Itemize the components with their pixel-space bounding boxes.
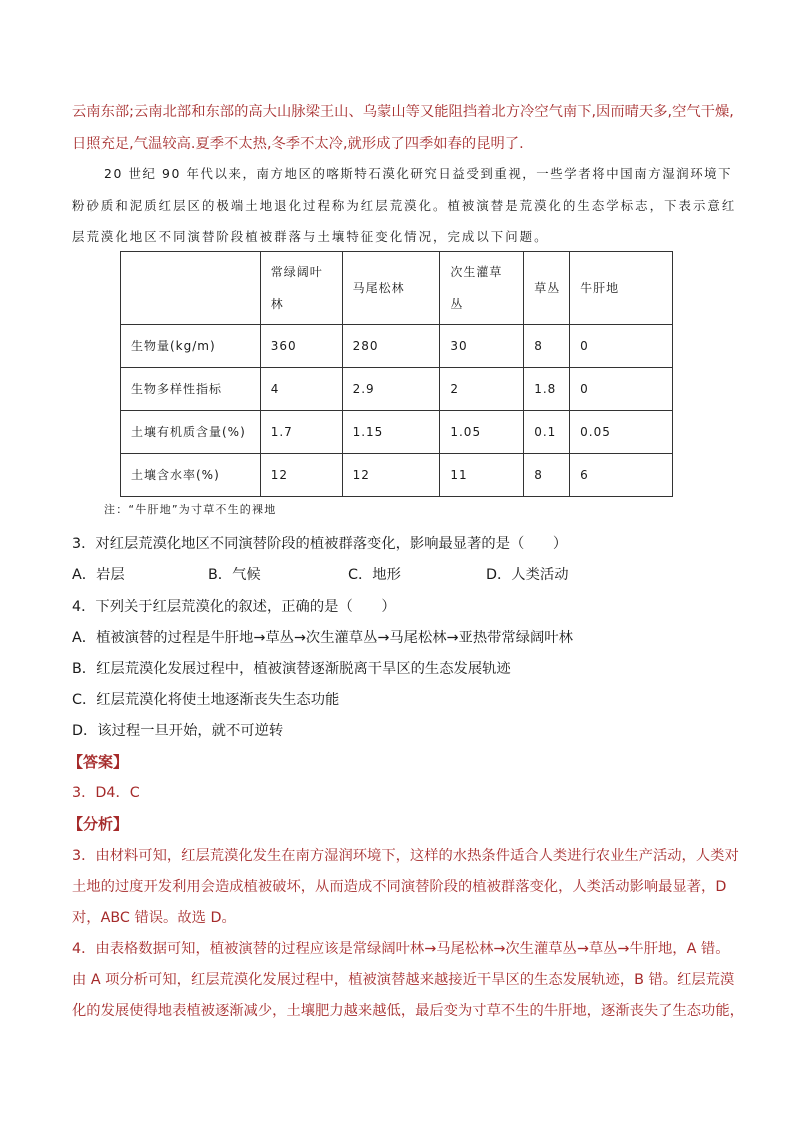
table-header-cell: 次生灌草丛	[440, 252, 524, 325]
q3-option-c: C．地形	[348, 567, 401, 583]
analysis-q4-line-3: 化的发展使得地表植被逐渐减少，土壤肥力越来越低，最后变为寸草不生的牛肝地，逐渐丧失了生态功能，	[72, 1003, 744, 1019]
material-line-2: 粉砂质和泥质红层区的极端土地退化过程称为红层荒漠化。植被演替是荒漠化的生态学标志，下表示意红	[72, 198, 737, 213]
table-row	[121, 368, 673, 411]
table-header-cell: 草丛	[524, 252, 570, 325]
table-cell: 30	[440, 325, 524, 368]
table-note: 注：“牛肝地”为寸草不生的裸地	[104, 503, 277, 516]
table-row	[121, 325, 673, 368]
table-header-cell: 牛肝地	[570, 252, 673, 325]
row-label: 生物量(kg/m)	[121, 325, 261, 368]
answer-header: 【答案】	[68, 753, 129, 771]
table-header-cell: 常绿阔叶林	[260, 252, 342, 325]
material-line-3: 层荒漠化地区不同演替阶段植被群落与土壤特征变化情况，完成以下问题。	[72, 229, 549, 244]
table-cell: 8	[524, 454, 570, 497]
analysis-q3-line-3: 对，ABC 错误。故选 D。	[72, 910, 236, 926]
table-cell: 280	[342, 325, 440, 368]
table-cell: 1.05	[440, 411, 524, 454]
q4-option-d: D．该过程一旦开始，就不可逆转	[72, 723, 284, 739]
table-cell: 0.05	[570, 411, 673, 454]
table-cell: 0.1	[524, 411, 570, 454]
material-line-1: 20 世纪 90 年代以来，南方地区的喀斯特石漠化研究日益受到重视，一些学者将中国南方湿润环境下	[104, 166, 733, 181]
table-header-cell	[121, 252, 261, 325]
analysis-q3-line-1: 3．由材料可知，红层荒漠化发生在南方湿润环境下，这样的水热条件适合人类进行农业生产活动，人类对	[72, 848, 739, 864]
row-label: 土壤有机质含量(%)	[121, 411, 261, 454]
table-cell: 1.15	[342, 411, 440, 454]
q4-option-c: C．红层荒漠化将使土地逐渐丧失生态功能	[72, 692, 340, 708]
table-row	[121, 411, 673, 454]
analysis-q4-line-1: 4．由表格数据可知，植被演替的过程应该是常绿阔叶林→马尾松林→次生灌草丛→草丛→牛肝地，A 错。	[72, 941, 730, 957]
q4-option-a: A．植被演替的过程是牛肝地→草丛→次生灌草丛→马尾松林→亚热带常绿阔叶林	[72, 630, 573, 646]
table-header-row	[121, 252, 673, 325]
q4-stem: 4．下列关于红层荒漠化的叙述，正确的是（ ）	[72, 599, 396, 615]
table-cell: 12	[260, 454, 342, 497]
table-cell: 1.8	[524, 368, 570, 411]
table-cell: 2	[440, 368, 524, 411]
table-cell: 0	[570, 368, 673, 411]
table-cell: 11	[440, 454, 524, 497]
analysis-q4-line-2: 由 A 项分析可知，红层荒漠化发展过程中，植被演替越来越接近干旱区的生态发展轨迹，B 错。红层荒漠	[72, 972, 735, 988]
q4-option-b: B．红层荒漠化发展过程中，植被演替逐渐脱离干旱区的生态发展轨迹	[72, 661, 511, 677]
table-cell: 2.9	[342, 368, 440, 411]
table-cell: 0	[570, 325, 673, 368]
analysis-q3-line-2: 土地的过度开发利用会造成植被破坏，从而造成不同演替阶段的植被群落变化，人类活动影响最显著，D	[72, 879, 727, 895]
vegetation-soil-table	[120, 251, 673, 497]
row-label: 土壤含水率(%)	[121, 454, 261, 497]
table-cell: 360	[260, 325, 342, 368]
table-cell: 1.7	[260, 411, 342, 454]
q3-stem: 3．对红层荒漠化地区不同演替阶段的植被群落变化，影响最显著的是（ ）	[72, 536, 568, 552]
table-header-cell: 马尾松林	[342, 252, 440, 325]
table-cell: 12	[342, 454, 440, 497]
table-cell: 4	[260, 368, 342, 411]
intro-line-1: 云南东部;云南北部和东部的高大山脉梁王山、乌蒙山等又能阻挡着北方冷空气南下,因而晴天多,空气干燥,	[72, 104, 734, 120]
table-cell: 6	[570, 454, 673, 497]
answer-text: 3．D4．C	[72, 785, 140, 801]
q3-option-b: B．气候	[208, 567, 261, 583]
row-label: 生物多样性指标	[121, 368, 261, 411]
table-row	[121, 454, 673, 497]
intro-line-2: 日照充足,气温较高.夏季不太热,冬季不太冷,就形成了四季如春的昆明了.	[72, 136, 524, 152]
q3-option-a: A．岩层	[72, 567, 125, 583]
analysis-header: 【分析】	[68, 815, 129, 833]
q3-option-d: D．人类活动	[486, 567, 569, 583]
table-cell: 8	[524, 325, 570, 368]
